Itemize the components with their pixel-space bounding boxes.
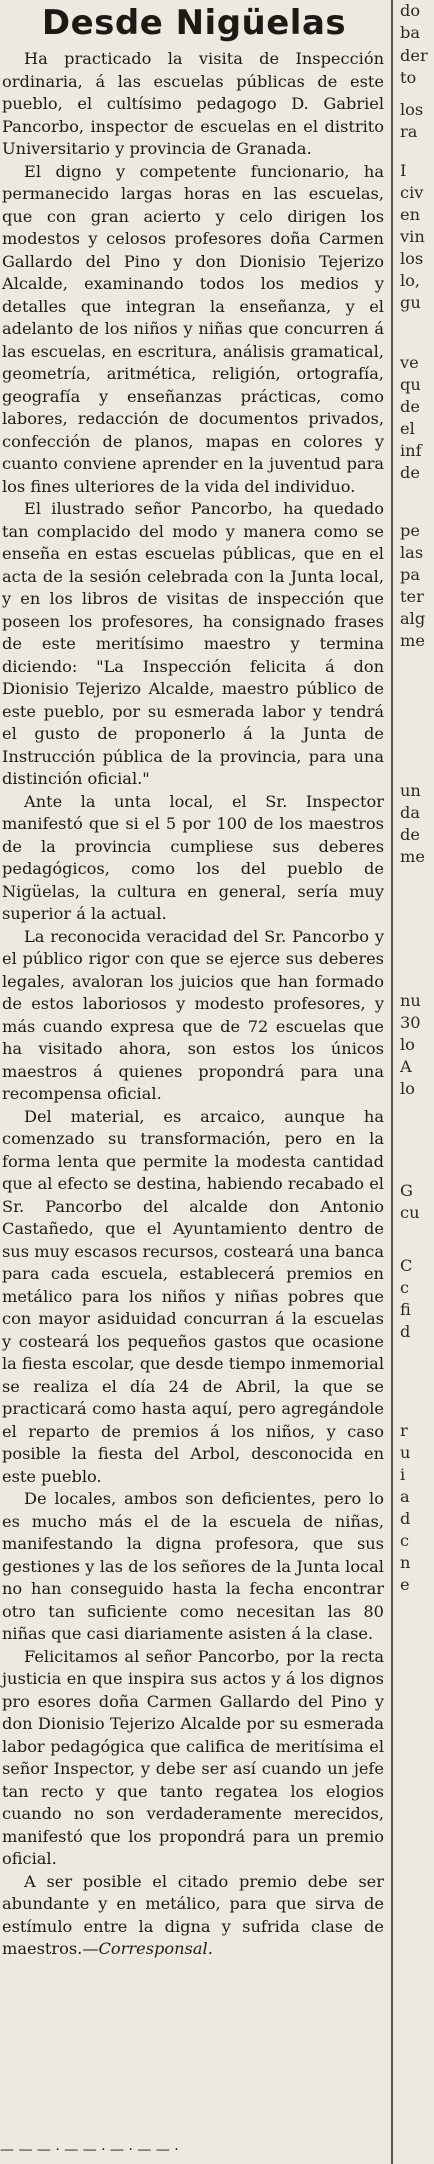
cropped-bottom-line: — — — · — — · — · — — ·: [0, 2142, 179, 2158]
adjacent-column-word: los: [400, 100, 424, 119]
adjacent-column-word: d: [400, 1509, 411, 1528]
adjacent-column-word: i: [400, 1465, 406, 1484]
adjacent-column-word: alg: [400, 609, 426, 628]
adjacent-column-word: 30: [400, 1013, 421, 1032]
adjacent-column-word: fi: [400, 1300, 411, 1319]
adjacent-column-word: gu: [400, 293, 421, 312]
adjacent-column-word: ba: [400, 23, 421, 42]
adjacent-column-word: c: [400, 1531, 410, 1550]
article-headline: Desde Nigüelas: [41, 3, 347, 43]
adjacent-column-word: me: [400, 631, 425, 650]
article-paragraph: Ha practicado la visita de Inspección ordinaria, á las escuelas públicas de este pueblo, el cultísimo pedagogo D. Gabriel Pancorbo, inspector de escuelas en el distrito Universitario y provincia de Granada.: [2, 49, 384, 158]
adjacent-column-word: el: [400, 419, 415, 438]
article-signature: Corresponsal.: [98, 1939, 213, 1958]
adjacent-column-word: ter: [400, 587, 424, 606]
adjacent-column-word: nu: [400, 991, 421, 1010]
closing-text: A ser posible el citado premio debe ser abundante y en metálico, para que sirva de estímulo entre la digna y sufrida clase de maestros.—: [2, 1871, 384, 1958]
adjacent-column-word: me: [400, 847, 425, 866]
adjacent-column-word: c: [400, 1278, 410, 1297]
adjacent-column-word: to: [400, 68, 417, 87]
adjacent-column-word: da: [400, 803, 421, 822]
adjacent-column-word: lo: [400, 1035, 415, 1054]
adjacent-column-word: der: [400, 46, 428, 65]
adjacent-column-word: C: [400, 1256, 413, 1275]
adjacent-column-word: e: [400, 1575, 410, 1594]
article-paragraph: Felicitamos al señor Pancorbo, por la recta justicia en que inspira sus actos y á los dignos pro esores doña Carmen Gallardo del Pino y don Dionisio Tejerizo Alcalde por su esmerada labor pedagógica que califica de meritísima el señor Inspector, y debe ser así cuando un jefe tan recto y que tanto regatea los elogios cuando no son verdaderamente merecidos, manifestó que los propondrá para un premio oficial.: [2, 1646, 384, 1868]
adjacent-column-word: u: [400, 1443, 411, 1462]
article-paragraph: El ilustrado señor Pancorbo, ha quedado tan complacido del modo y manera como se enseña en estas escuelas públicas, que en el acta de la sesión celebrada con la Junta local, y en los libros de visitas de inspección que poseen los profesores, ha consignado frases de este meritísimo maestro y termina diciendo: "La Inspección felicita á don Dionisio Tejerizo Alcalde, maestro público de este pueblo, por su esmerada labor y tendrá el gusto de proponerlo á la Junta de Instrucción pública de la provincia, para una distinción oficial.": [2, 499, 384, 788]
article-paragraph: De locales, ambos son deficientes, pero lo es mucho más el de la escuela de niñas, manifestando la digna profesora, que sus gestiones y las de los señores de la Junta local no han conseguido hasta la fecha encontrar otro tan suficiente como necesitan las 80 niñas que casi diariamente asisten á la clase.: [2, 1489, 384, 1643]
adjacent-column-word: I: [400, 161, 407, 180]
adjacent-column-word: A: [400, 1057, 412, 1076]
adjacent-column-word: a: [400, 1487, 410, 1506]
adjacent-column-word: lo,: [400, 271, 421, 290]
adjacent-column-word: r: [400, 1421, 408, 1440]
article-paragraph: El digno y competente funcionario, ha permanecido largas horas en las escuelas, que con gran acierto y celo dirigen los modestos y celosos profesores doña Carmen Gallardo del Pino y don Dionisio Tejerizo Alcalde, examinando todos los medios y detalles que integran la enseñanza, y el adelanto de los niños y niñas que concurren á las escuelas, en escritura, análisis gramatical, geometría, aritmética, religión, ortografía, geografía y enseñanzas prácticas, como labores, redacción de documentos privados, confección de planos, mapas en colores y cuanto conviene aprender en la juventud para los fines ulteriores de la vida del individuo.: [2, 161, 384, 496]
article-paragraph: Ante la unta local, el Sr. Inspector manifestó que si el 5 por 100 de los maestros de la provincia cumpliese sus deberes pedagógicos, como los del pueblo de Nigüelas, la cultura en general, sería muy superior á la actual.: [2, 791, 384, 923]
adjacent-column-word: d: [400, 1322, 411, 1341]
adjacent-column-word: los: [400, 249, 424, 268]
adjacent-column-word: ra: [400, 122, 418, 141]
adjacent-column-word: G: [400, 1181, 413, 1200]
adjacent-column-word: pa: [400, 565, 421, 584]
adjacent-column-fragment: [400, 0, 434, 2164]
adjacent-column-word: pe: [400, 521, 420, 540]
article-paragraph: La reconocida veracidad del Sr. Pancorbo y el público rigor con que se ejerce sus deberes legales, avaloran los juicios que han formado de estos laboriosos y modesto profesores, y más cuando expresa que de 72 escuelas que ha visitado ahora, son estos los únicos maestros á quienes propondrá para una recompensa oficial.: [2, 926, 384, 1103]
article-paragraph: Del material, es arcaico, aunque ha comenzado su transformación, pero en la forma lenta que permite la modesta cantidad que al efecto se destina, habiendo recabado el Sr. Pancorbo del alcalde don Antonio Castañedo, que el Ayuntamiento dentro de sus muy escasos recursos, costeará una banca para cada escuela, establecerá premios en metálico para los niños y niñas pobres que con mayor asiduidad concurran á la escuelas y costeará los pequeños gastos que ocasione la fiesta escolar, que desde tiempo inmemorial se realiza el día 24 de Abril, la que se practicará como hasta aquí, pero agregándole el reparto de premios á los niños, y caso posible la fiesta del Arbol, desconocida en este pueblo.: [2, 1106, 384, 1486]
adjacent-column-word: qu: [400, 375, 421, 394]
adjacent-column-word: n: [400, 1553, 411, 1572]
adjacent-column-word: las: [400, 543, 424, 562]
adjacent-column-word: de: [400, 825, 420, 844]
adjacent-column-word: de: [400, 463, 420, 482]
adjacent-column-word: de: [400, 397, 420, 416]
adjacent-column-word: cu: [400, 1203, 420, 1222]
adjacent-column-word: vin: [400, 227, 425, 246]
adjacent-column-word: en: [400, 205, 421, 224]
adjacent-column-word: ve: [400, 353, 419, 372]
adjacent-column-word: un: [400, 781, 421, 800]
article-paragraph-last: [0, 1871, 388, 1961]
adjacent-column-word: lo: [400, 1079, 415, 1098]
adjacent-column-word: civ: [400, 183, 424, 202]
adjacent-column-word: inf: [400, 441, 422, 460]
adjacent-column-word: do: [400, 1, 421, 20]
column-rule: [391, 0, 393, 2164]
